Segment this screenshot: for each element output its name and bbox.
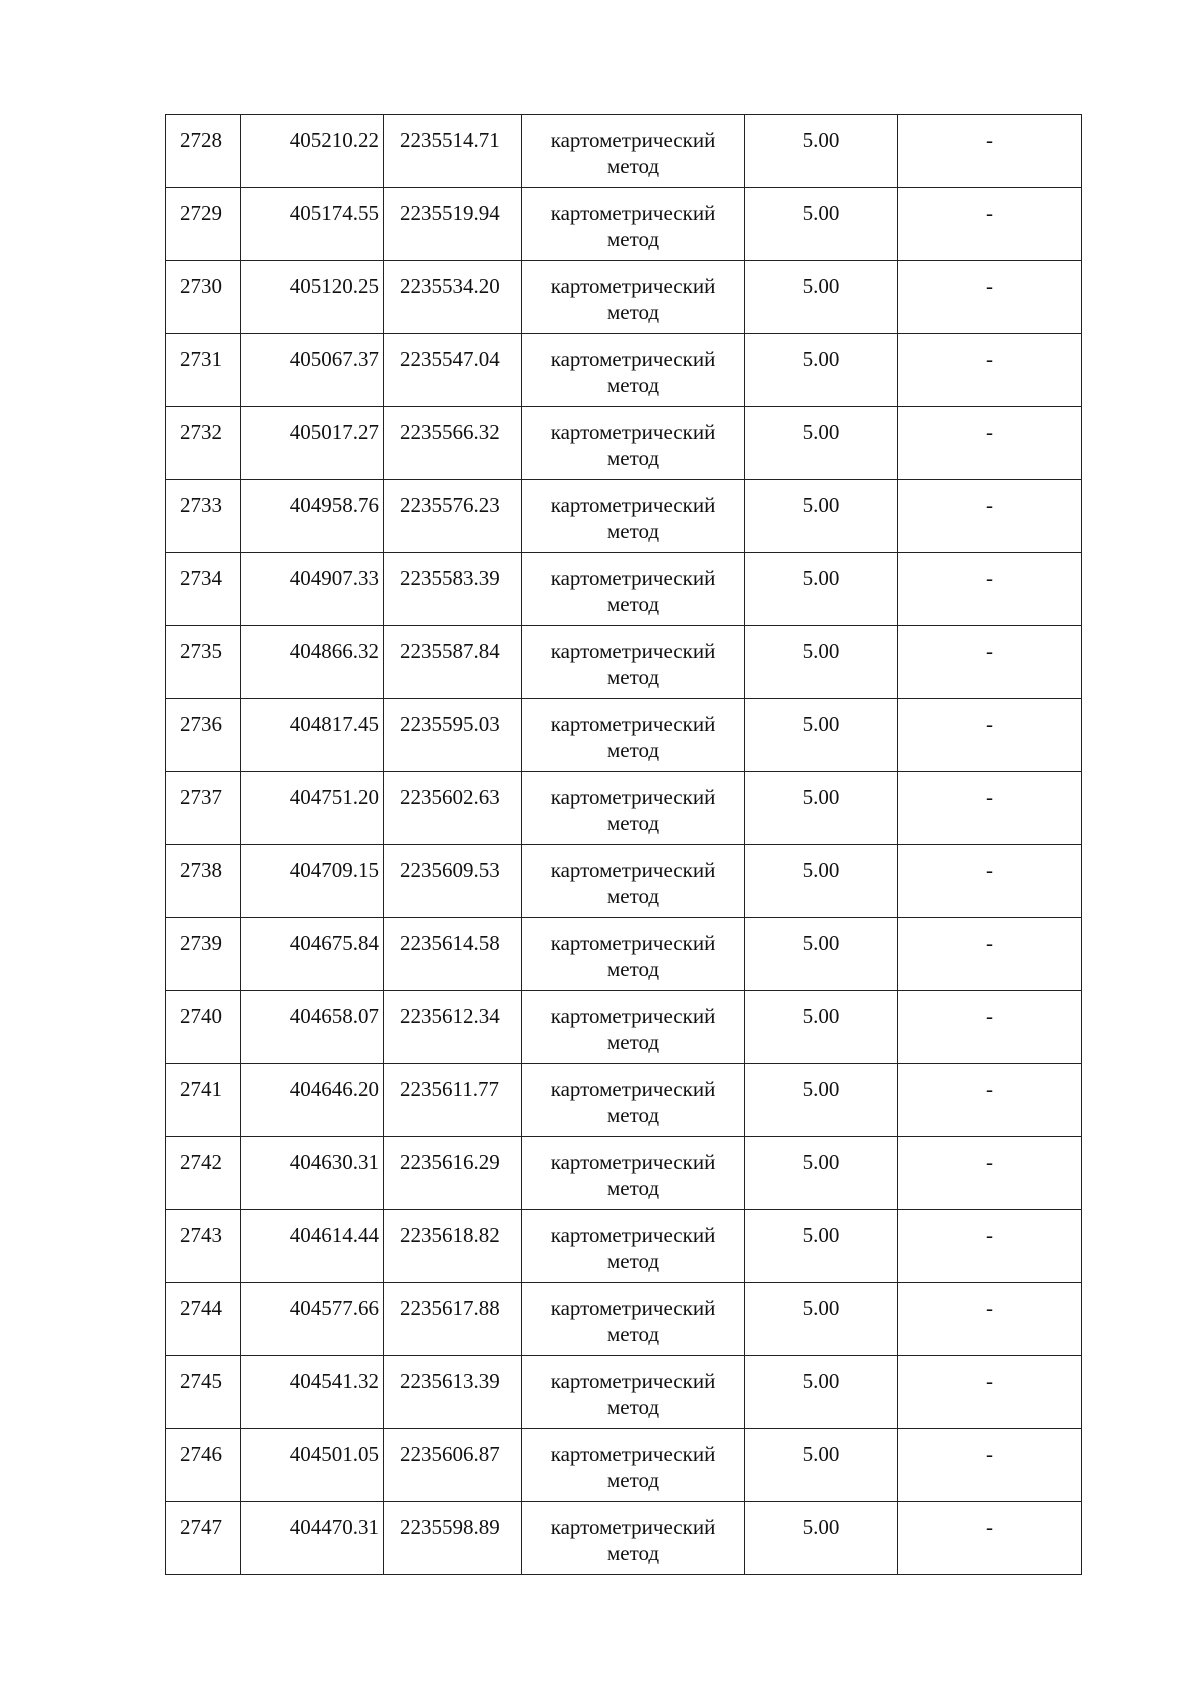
coord-y: 2235576.23 bbox=[384, 480, 522, 553]
coord-x: 404958.76 bbox=[241, 480, 384, 553]
method-line-2: метод bbox=[606, 957, 660, 981]
point-number: 2740 bbox=[166, 991, 241, 1064]
method-line-1: картометрический bbox=[550, 639, 716, 663]
method-line-1: картометрический bbox=[550, 1223, 716, 1247]
method-line-2: метод bbox=[606, 373, 660, 397]
table-row bbox=[166, 1429, 1082, 1502]
method-cell bbox=[522, 1356, 745, 1429]
coord-x: 404470.31 bbox=[241, 1502, 384, 1575]
note: - bbox=[898, 1210, 1082, 1283]
table-row bbox=[166, 1064, 1082, 1137]
table-row bbox=[166, 845, 1082, 918]
method-cell bbox=[522, 1137, 745, 1210]
point-number: 2733 bbox=[166, 480, 241, 553]
point-number: 2735 bbox=[166, 626, 241, 699]
coord-x: 404709.15 bbox=[241, 845, 384, 918]
method-cell bbox=[522, 334, 745, 407]
method-line-2: метод bbox=[606, 1030, 660, 1054]
accuracy: 5.00 bbox=[745, 334, 898, 407]
method-line-2: метод bbox=[606, 1103, 660, 1127]
note: - bbox=[898, 991, 1082, 1064]
method-line-2: метод bbox=[606, 811, 660, 835]
method-line-1: картометрический bbox=[550, 712, 716, 736]
method-line-1: картометрический bbox=[550, 566, 716, 590]
point-number: 2730 bbox=[166, 261, 241, 334]
method-cell bbox=[522, 115, 745, 188]
method-line-1: картометрический bbox=[550, 785, 716, 809]
point-number: 2743 bbox=[166, 1210, 241, 1283]
note: - bbox=[898, 480, 1082, 553]
point-number: 2739 bbox=[166, 918, 241, 991]
coord-y: 2235519.94 bbox=[384, 188, 522, 261]
method-line-1: картометрический bbox=[550, 1150, 716, 1174]
note: - bbox=[898, 845, 1082, 918]
method-cell bbox=[522, 407, 745, 480]
table-row bbox=[166, 480, 1082, 553]
accuracy: 5.00 bbox=[745, 772, 898, 845]
method-line-1: картометрический bbox=[550, 1296, 716, 1320]
accuracy: 5.00 bbox=[745, 991, 898, 1064]
method-cell bbox=[522, 918, 745, 991]
accuracy: 5.00 bbox=[745, 626, 898, 699]
coord-x: 404541.32 bbox=[241, 1356, 384, 1429]
accuracy: 5.00 bbox=[745, 115, 898, 188]
table-row bbox=[166, 1137, 1082, 1210]
note: - bbox=[898, 115, 1082, 188]
method-cell bbox=[522, 626, 745, 699]
method-line-2: метод bbox=[606, 519, 660, 543]
method-cell bbox=[522, 1064, 745, 1137]
point-number: 2742 bbox=[166, 1137, 241, 1210]
method-cell bbox=[522, 553, 745, 626]
accuracy: 5.00 bbox=[745, 261, 898, 334]
method-line-1: картометрический bbox=[550, 274, 716, 298]
method-line-2: метод bbox=[606, 300, 660, 324]
method-line-2: метод bbox=[606, 1176, 660, 1200]
note: - bbox=[898, 1137, 1082, 1210]
coord-y: 2235616.29 bbox=[384, 1137, 522, 1210]
method-cell bbox=[522, 1283, 745, 1356]
method-cell bbox=[522, 772, 745, 845]
accuracy: 5.00 bbox=[745, 553, 898, 626]
method-line-1: картометрический bbox=[550, 1442, 716, 1466]
coord-x: 404675.84 bbox=[241, 918, 384, 991]
method-line-2: метод bbox=[606, 446, 660, 470]
method-line-1: картометрический bbox=[550, 1004, 716, 1028]
coord-x: 404501.05 bbox=[241, 1429, 384, 1502]
coord-x: 405067.37 bbox=[241, 334, 384, 407]
method-cell bbox=[522, 188, 745, 261]
method-line-2: метод bbox=[606, 1322, 660, 1346]
method-line-1: картометрический bbox=[550, 201, 716, 225]
method-cell bbox=[522, 261, 745, 334]
table-row bbox=[166, 1356, 1082, 1429]
coord-x: 405017.27 bbox=[241, 407, 384, 480]
point-number: 2728 bbox=[166, 115, 241, 188]
coordinates-table bbox=[165, 114, 1082, 1575]
note: - bbox=[898, 699, 1082, 772]
table-row bbox=[166, 115, 1082, 188]
method-cell bbox=[522, 1429, 745, 1502]
method-line-2: метод bbox=[606, 665, 660, 689]
coord-x: 404866.32 bbox=[241, 626, 384, 699]
method-cell bbox=[522, 699, 745, 772]
method-line-1: картометрический bbox=[550, 493, 716, 517]
coord-y: 2235614.58 bbox=[384, 918, 522, 991]
coord-y: 2235602.63 bbox=[384, 772, 522, 845]
accuracy: 5.00 bbox=[745, 1210, 898, 1283]
accuracy: 5.00 bbox=[745, 1064, 898, 1137]
method-line-1: картометрический bbox=[550, 1515, 716, 1539]
method-line-1: картометрический bbox=[550, 128, 716, 152]
coord-x: 404614.44 bbox=[241, 1210, 384, 1283]
coord-x: 404630.31 bbox=[241, 1137, 384, 1210]
note: - bbox=[898, 1283, 1082, 1356]
accuracy: 5.00 bbox=[745, 407, 898, 480]
coord-y: 2235583.39 bbox=[384, 553, 522, 626]
accuracy: 5.00 bbox=[745, 1283, 898, 1356]
coord-y: 2235609.53 bbox=[384, 845, 522, 918]
point-number: 2731 bbox=[166, 334, 241, 407]
point-number: 2746 bbox=[166, 1429, 241, 1502]
coord-x: 404907.33 bbox=[241, 553, 384, 626]
table-row bbox=[166, 261, 1082, 334]
accuracy: 5.00 bbox=[745, 1429, 898, 1502]
accuracy: 5.00 bbox=[745, 1356, 898, 1429]
note: - bbox=[898, 261, 1082, 334]
coord-y: 2235566.32 bbox=[384, 407, 522, 480]
note: - bbox=[898, 1356, 1082, 1429]
coord-x: 404646.20 bbox=[241, 1064, 384, 1137]
method-line-2: метод bbox=[606, 592, 660, 616]
coord-x: 405210.22 bbox=[241, 115, 384, 188]
method-line-1: картометрический bbox=[550, 420, 716, 444]
coord-y: 2235613.39 bbox=[384, 1356, 522, 1429]
method-cell bbox=[522, 1502, 745, 1575]
accuracy: 5.00 bbox=[745, 699, 898, 772]
table-row bbox=[166, 553, 1082, 626]
table-row bbox=[166, 918, 1082, 991]
table-row bbox=[166, 1283, 1082, 1356]
point-number: 2745 bbox=[166, 1356, 241, 1429]
method-cell bbox=[522, 845, 745, 918]
accuracy: 5.00 bbox=[745, 845, 898, 918]
method-line-2: метод bbox=[606, 738, 660, 762]
point-number: 2741 bbox=[166, 1064, 241, 1137]
note: - bbox=[898, 1064, 1082, 1137]
method-line-2: метод bbox=[606, 1249, 660, 1273]
coord-x: 404658.07 bbox=[241, 991, 384, 1064]
method-cell bbox=[522, 991, 745, 1064]
coord-y: 2235617.88 bbox=[384, 1283, 522, 1356]
method-line-1: картометрический bbox=[550, 347, 716, 371]
accuracy: 5.00 bbox=[745, 918, 898, 991]
method-line-2: метод bbox=[606, 884, 660, 908]
table-row bbox=[166, 699, 1082, 772]
method-line-1: картометрический bbox=[550, 1077, 716, 1101]
table-row bbox=[166, 334, 1082, 407]
method-cell bbox=[522, 480, 745, 553]
coord-y: 2235534.20 bbox=[384, 261, 522, 334]
method-line-1: картометрический bbox=[550, 1369, 716, 1393]
note: - bbox=[898, 918, 1082, 991]
table-row bbox=[166, 991, 1082, 1064]
point-number: 2738 bbox=[166, 845, 241, 918]
coord-y: 2235611.77 bbox=[384, 1064, 522, 1137]
table-row bbox=[166, 1210, 1082, 1283]
point-number: 2729 bbox=[166, 188, 241, 261]
coord-y: 2235612.34 bbox=[384, 991, 522, 1064]
accuracy: 5.00 bbox=[745, 1137, 898, 1210]
coord-y: 2235606.87 bbox=[384, 1429, 522, 1502]
accuracy: 5.00 bbox=[745, 188, 898, 261]
coord-x: 404817.45 bbox=[241, 699, 384, 772]
point-number: 2747 bbox=[166, 1502, 241, 1575]
note: - bbox=[898, 1429, 1082, 1502]
accuracy: 5.00 bbox=[745, 1502, 898, 1575]
table-row bbox=[166, 772, 1082, 845]
method-line-2: метод bbox=[606, 1395, 660, 1419]
table-row bbox=[166, 1502, 1082, 1575]
table-body bbox=[166, 115, 1082, 1575]
table-row bbox=[166, 626, 1082, 699]
coord-y: 2235514.71 bbox=[384, 115, 522, 188]
note: - bbox=[898, 1502, 1082, 1575]
coord-y: 2235587.84 bbox=[384, 626, 522, 699]
method-line-1: картометрический bbox=[550, 931, 716, 955]
coord-x: 404751.20 bbox=[241, 772, 384, 845]
method-line-2: метод bbox=[606, 1468, 660, 1492]
point-number: 2736 bbox=[166, 699, 241, 772]
note: - bbox=[898, 626, 1082, 699]
table-row bbox=[166, 188, 1082, 261]
coord-y: 2235618.82 bbox=[384, 1210, 522, 1283]
note: - bbox=[898, 334, 1082, 407]
coord-x: 405174.55 bbox=[241, 188, 384, 261]
method-line-1: картометрический bbox=[550, 858, 716, 882]
note: - bbox=[898, 553, 1082, 626]
method-line-2: метод bbox=[606, 1541, 660, 1565]
method-line-2: метод bbox=[606, 227, 660, 251]
method-cell bbox=[522, 1210, 745, 1283]
note: - bbox=[898, 772, 1082, 845]
note: - bbox=[898, 407, 1082, 480]
method-line-2: метод bbox=[606, 154, 660, 178]
accuracy: 5.00 bbox=[745, 480, 898, 553]
coord-x: 404577.66 bbox=[241, 1283, 384, 1356]
coord-x: 405120.25 bbox=[241, 261, 384, 334]
table-row bbox=[166, 407, 1082, 480]
point-number: 2732 bbox=[166, 407, 241, 480]
point-number: 2734 bbox=[166, 553, 241, 626]
coord-y: 2235598.89 bbox=[384, 1502, 522, 1575]
point-number: 2744 bbox=[166, 1283, 241, 1356]
note: - bbox=[898, 188, 1082, 261]
coord-y: 2235547.04 bbox=[384, 334, 522, 407]
coord-y: 2235595.03 bbox=[384, 699, 522, 772]
point-number: 2737 bbox=[166, 772, 241, 845]
